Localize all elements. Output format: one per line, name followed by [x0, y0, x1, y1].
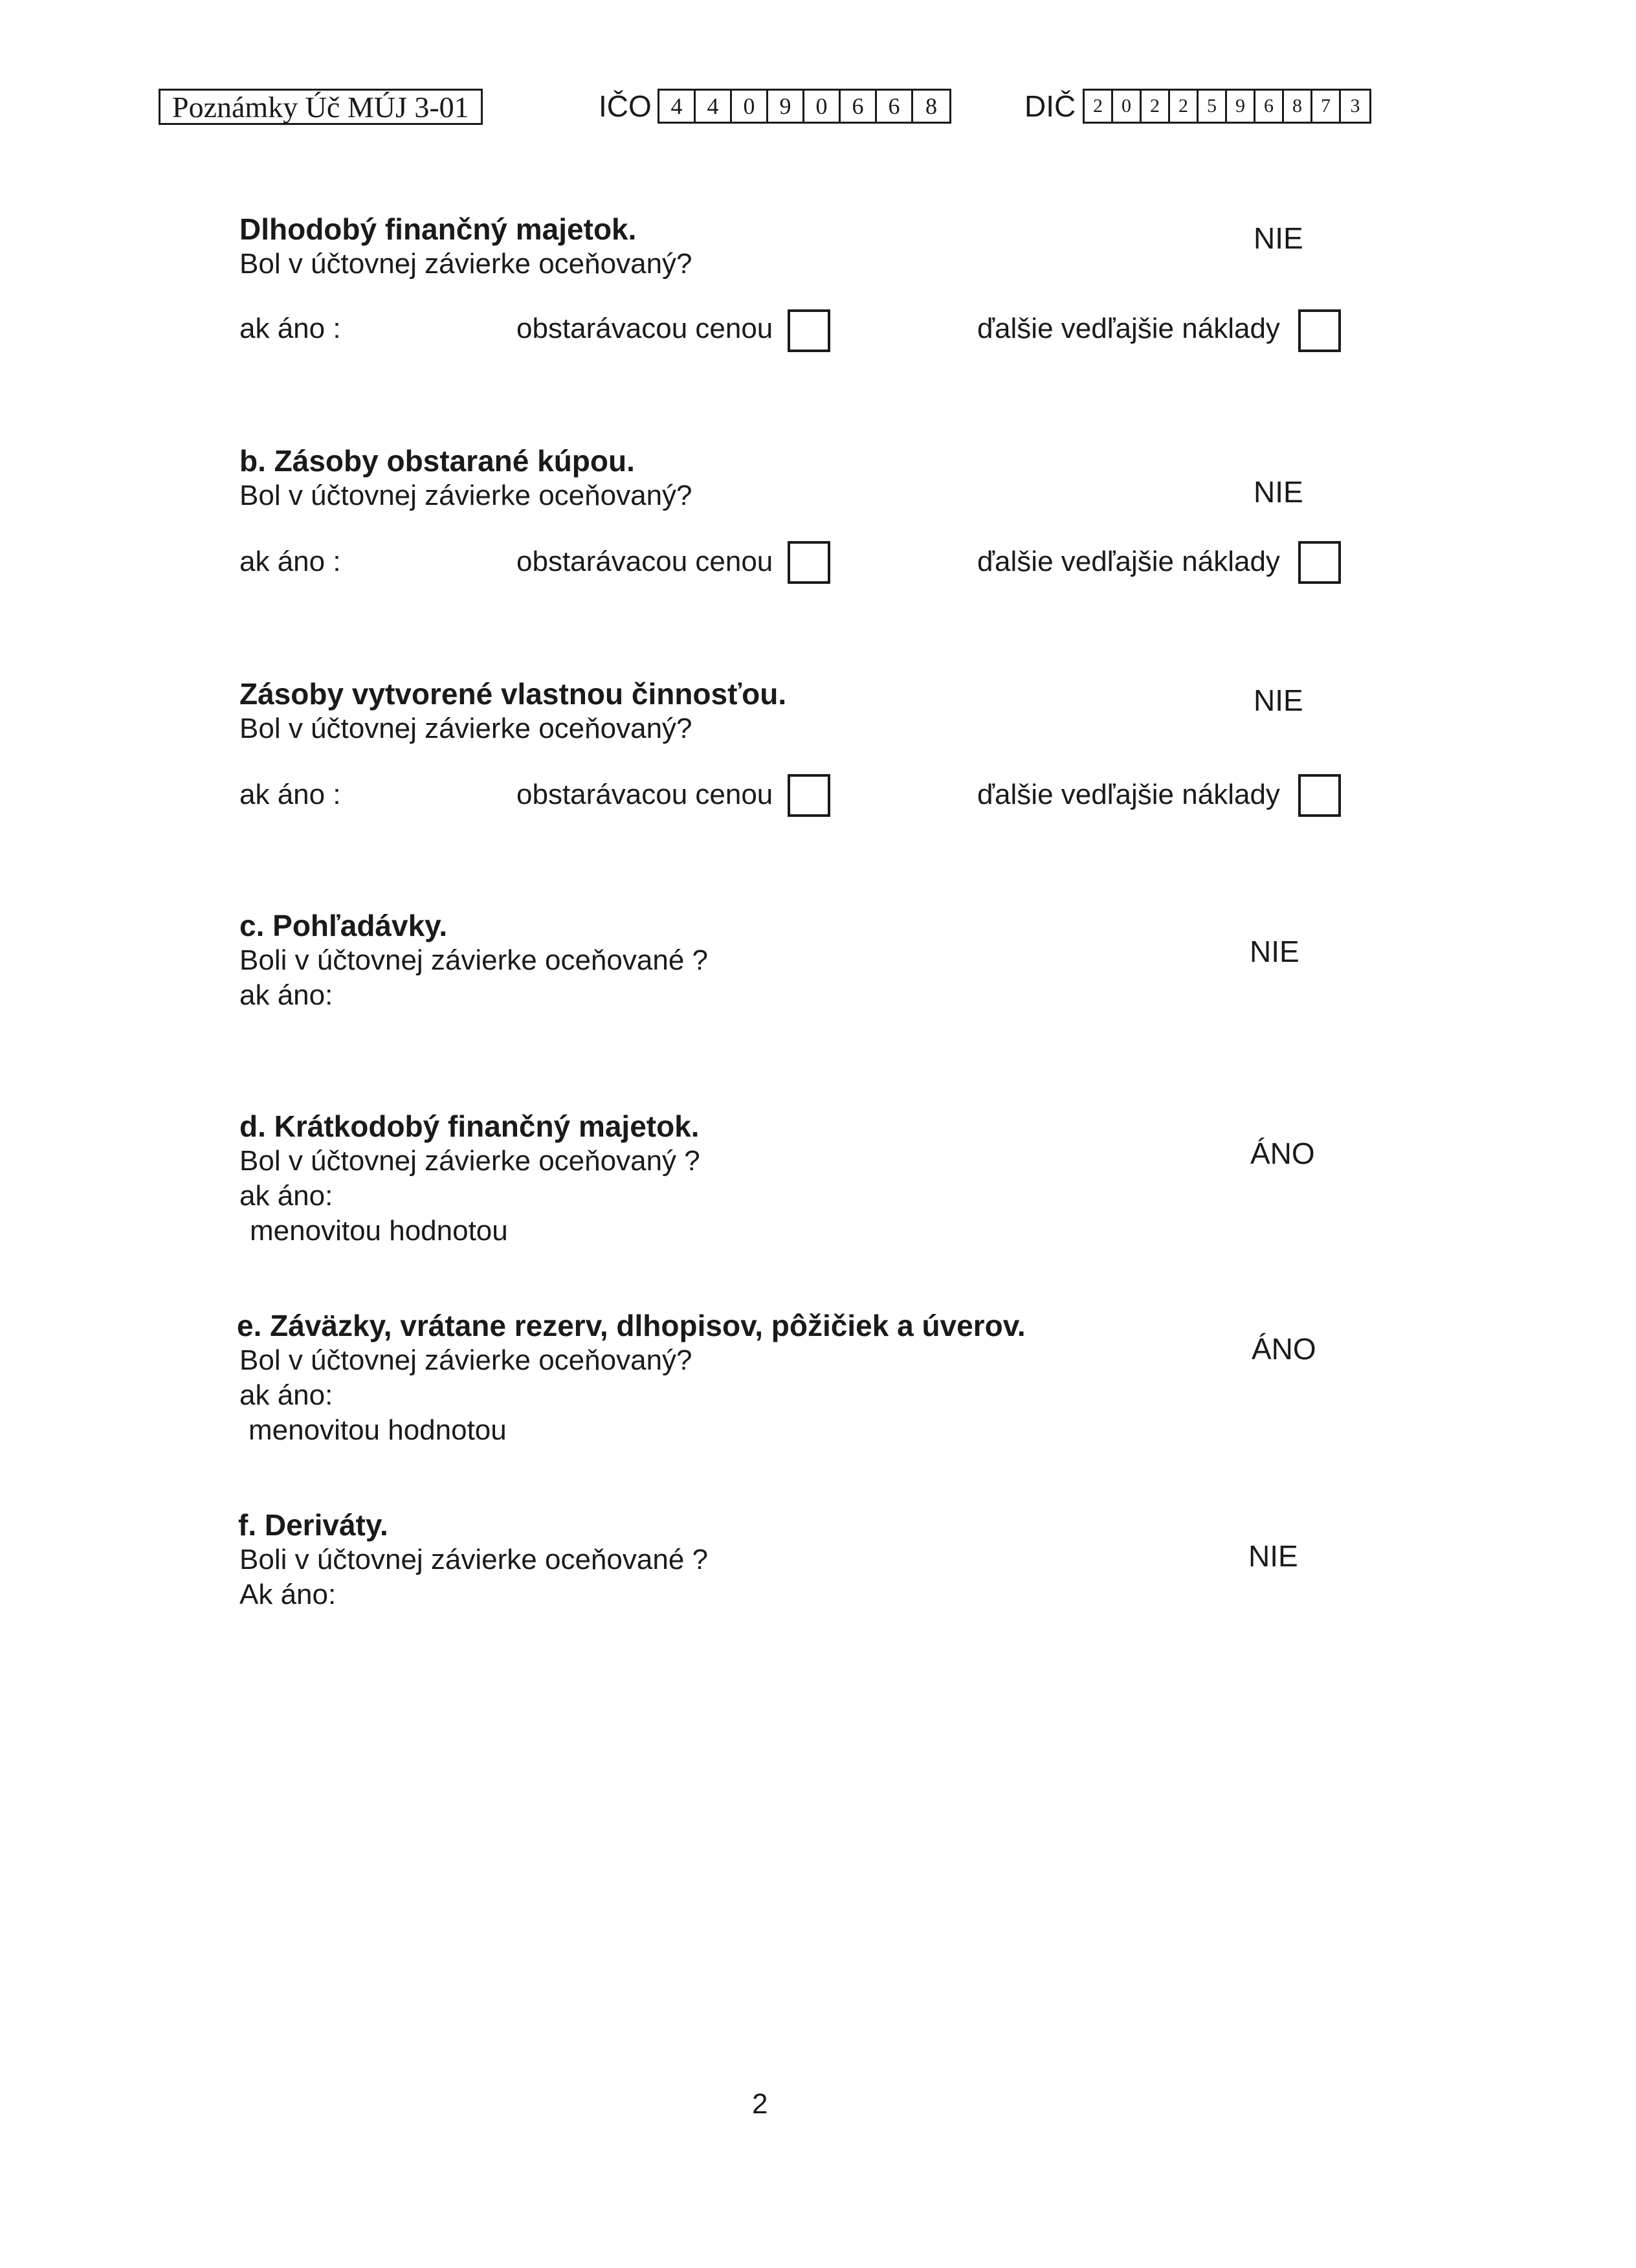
dic-digit: 9	[1227, 91, 1255, 122]
if-yes-label: ak áno :	[239, 546, 341, 577]
ico-digit: 8	[925, 93, 937, 119]
section-question: Bol v účtovnej závierke oceňovaný?	[239, 713, 692, 744]
checkbox-acquisition-cost[interactable]	[788, 774, 830, 817]
dic-digit: 7	[1312, 91, 1341, 122]
if-yes-label: ak áno :	[239, 779, 341, 810]
option-additional-costs: ďalšie vedľajšie náklady	[977, 313, 1280, 344]
answer-value: ÁNO	[1252, 1332, 1316, 1366]
section-question: Bol v účtovnej závierke oceňovaný?	[239, 248, 692, 280]
answer-value: ÁNO	[1250, 1137, 1315, 1170]
option-acquisition-cost: obstarávacou cenou	[516, 313, 773, 344]
option-acquisition-cost: obstarávacou cenou	[516, 779, 773, 810]
dic-digit: 2	[1085, 91, 1113, 122]
checkbox-additional-costs[interactable]	[1298, 541, 1341, 584]
answer-value: NIE	[1254, 684, 1303, 717]
section-title-derivatives: f. Deriváty.	[238, 1508, 388, 1542]
if-yes-label: ak áno :	[239, 313, 341, 344]
checkbox-additional-costs[interactable]	[1298, 309, 1341, 352]
form-code: Poznámky Úč MÚJ 3-01	[159, 89, 483, 125]
section-question: Bol v účtovnej závierke oceňovaný?	[239, 480, 692, 511]
section-title-inventory-purchased: b. Zásoby obstarané kúpou.	[239, 444, 635, 478]
ico-digit: 6	[877, 91, 913, 122]
ico-digit: 0	[732, 91, 768, 122]
section-title-liabilities: e. Záväzky, vrátane rezerv, dlhopisov, pôžičiek a úverov.	[237, 1309, 1026, 1342]
dic-digit: 2	[1170, 91, 1199, 122]
valuation-method: menovitou hodnotou	[250, 1215, 508, 1247]
if-yes-label: Ak áno:	[239, 1579, 337, 1610]
dic-digit: 3	[1350, 95, 1360, 117]
section-title-inventory-own: Zásoby vytvorené vlastnou činnosťou.	[239, 677, 787, 711]
checkbox-additional-costs[interactable]	[1298, 774, 1341, 817]
page-number: 2	[752, 2088, 768, 2120]
ico-digit: 6	[841, 91, 877, 122]
section-title-short-term: d. Krátkodobý finančný majetok.	[239, 1109, 700, 1143]
dic-digit: 6	[1255, 91, 1284, 122]
ico-label: IČO	[599, 89, 652, 123]
ico-digits	[658, 89, 951, 124]
dic-digit: 5	[1199, 91, 1227, 122]
if-yes-label: ak áno:	[239, 1379, 333, 1411]
valuation-method: menovitou hodnotou	[249, 1414, 507, 1446]
section-title-long-term: Dlhodobý finančný majetok.	[239, 212, 637, 246]
ico-digit: 4	[696, 91, 732, 122]
checkbox-acquisition-cost[interactable]	[788, 309, 830, 352]
checkbox-acquisition-cost[interactable]	[788, 541, 830, 584]
dic-digit: 2	[1142, 91, 1170, 122]
dic-digit: 0	[1113, 91, 1142, 122]
ico-digit: 0	[804, 91, 841, 122]
answer-value: NIE	[1250, 935, 1299, 968]
option-acquisition-cost: obstarávacou cenou	[516, 546, 773, 577]
section-title-receivables: c. Pohľadávky.	[239, 909, 448, 942]
section-question: Bol v účtovnej závierke oceňovaný?	[239, 1344, 692, 1376]
ico-digit: 4	[659, 91, 696, 122]
section-question: Bol v účtovnej závierke oceňovaný ?	[239, 1145, 700, 1177]
section-question: Boli v účtovnej závierke oceňované ?	[239, 1544, 708, 1575]
dic-digits	[1083, 89, 1371, 124]
section-question: Boli v účtovnej závierke oceňované ?	[239, 944, 708, 976]
option-additional-costs: ďalšie vedľajšie náklady	[977, 546, 1280, 577]
answer-value: NIE	[1248, 1539, 1298, 1573]
option-additional-costs: ďalšie vedľajšie náklady	[977, 779, 1280, 810]
dic-digit: 8	[1284, 91, 1312, 122]
if-yes-label: ak áno:	[239, 979, 333, 1011]
ico-digit: 9	[768, 91, 804, 122]
dic-label: DIČ	[1024, 89, 1076, 123]
if-yes-label: ak áno:	[239, 1180, 333, 1212]
answer-value: NIE	[1254, 221, 1303, 255]
answer-value: NIE	[1254, 475, 1303, 509]
